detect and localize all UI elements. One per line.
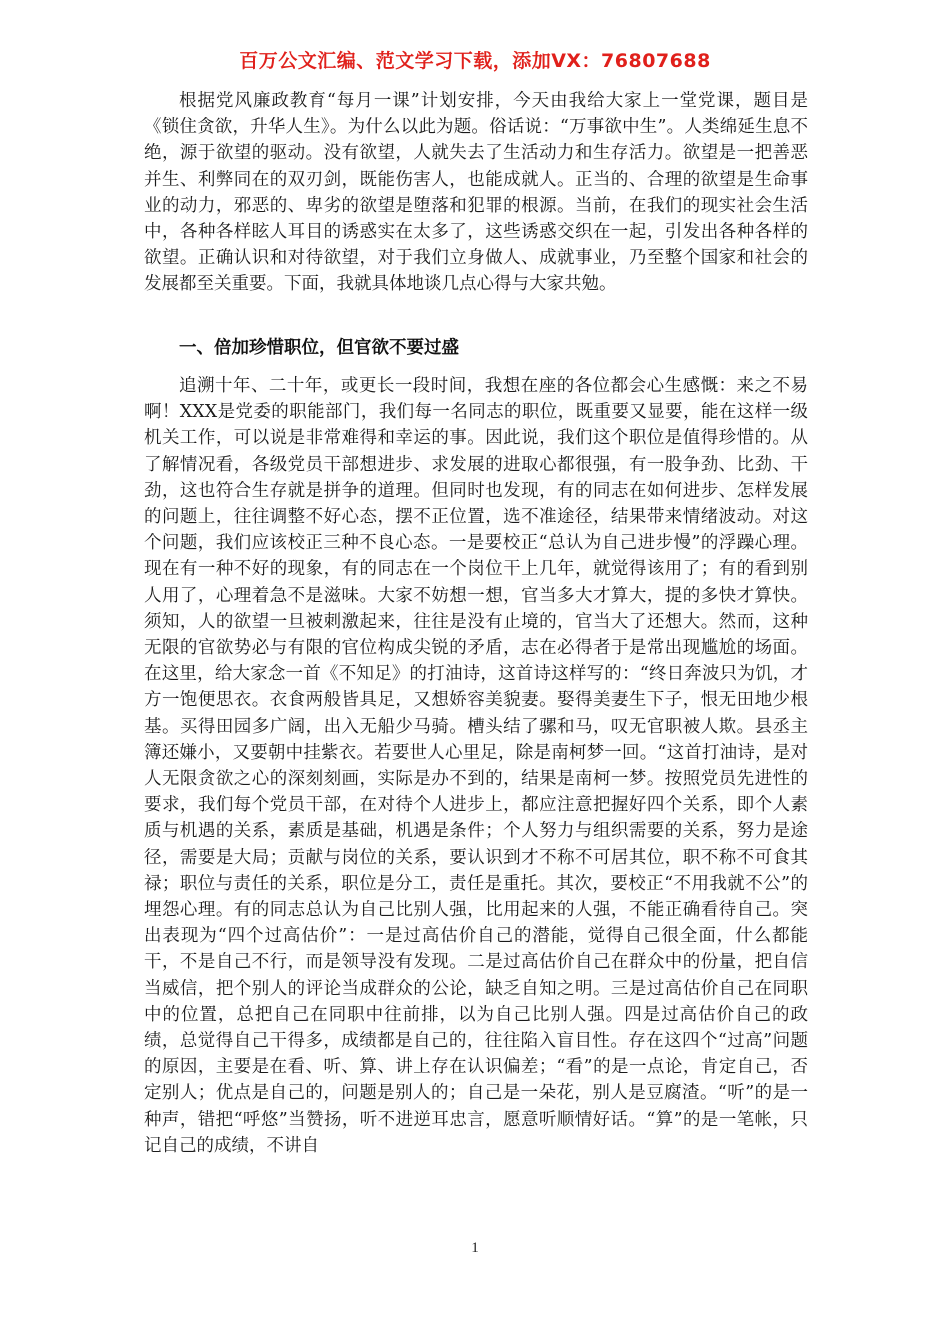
section-paragraph-block (144, 373, 808, 1159)
section-heading: 一、倍加珍惜职位，但官欲不要过盛 (179, 338, 459, 358)
intro-paragraph: 根据党风廉政教育“每月一课”计划安排，今天由我给大家上一堂党课，题目是《锁住贪欲，升华人生》。为什么以此为题。俗话说：“万事欲中生”。人类绵延生息不绝，源于欲望的驱动。没有欲望，人就失去了生活动力和生存活力。欲望是一把善恶并生、利弊同在的双刃剑，既能伤害人，也能成就人。正当的、合理的欲望是生命事业的动力，邪恶的、卑劣的欲望是堕落和犯罪的根源。当前，在我们的现实社会生活中，各种各样眩人耳目的诱惑实在太多了，这些诱惑交织在一起，引发出各种各样的欲望。正确认识和对待欲望，对于我们立身做人、成就事业，乃至整个国家和社会的发展都至关重要。下面，我就具体地谈几点心得与大家共勉。 (144, 91, 808, 295)
intro-paragraph-block (144, 88, 808, 298)
section-paragraph: 追溯十年、二十年，或更长一段时间，我想在座的各位都会心生感慨：来之不易啊！XXX是党委的职能部门，我们每一名同志的职位，既重要又显要，能在这样一级机关工作，可以说是非常难得和幸运的事。因此说，我们这个职位是值得珍惜的。从了解情况看，各级党员干部想进步、求发展的进取心都很强，有一股争劲、比劲、干劲，这也符合生存就是拼争的道理。但同时也发现，有的同志在如何进步、怎样发展的问题上，往往调整不好心态，摆不正位置，选不准途径，结果带来情绪波动。对这个问题，我们应该校正三种不良心态。一是要校正“总认为自己进步慢”的浮躁心理。现在有一种不好的现象，有的同志在一个岗位干上几年，就觉得该用了；有的看到别人用了，心理着急不是滋味。大家不妨想一想，官当多大才算大，提的多快才算快。须知，人的欲望一旦被刺激起来，往往是没有止境的，官当大了还想大。然而，这种无限的官欲势必与有限的官位构成尖锐的矛盾，志在必得者于是常出现尴尬的场面。在这里，给大家念一首《不知足》的打油诗，这首诗这样写的：“终日奔波只为饥，才方一饱便思衣。衣食两般皆具足，又想娇容美貌妻。娶得美妻生下子，恨无田地少根基。买得田园多广阔，出入无船少马骑。槽头结了骡和马，叹无官职被人欺。县丞主簿还嫌小，又要朝中挂紫衣。若要世人心里足，除是南柯梦一回。“这首打油诗，是对人无限贪欲之心的深刻刻画，实际是办不到的，结果是南柯一梦。按照党员先进性的要求，我们每个党员干部，在对待个人进步上，都应注意把握好四个关系，即个人素质与机遇的关系，素质是基础，机遇是条件；个人努力与组织需要的关系，努力是途径，需要是大局；贡献与岗位的关系，要认识到才不称不可居其位，职不称不可食其禄；职位与责任的关系，职位是分工，责任是重托。其次，要校正“不用我就不公”的埋怨心理。有的同志总认为自己比别人强，比用起来的人强，不能正确看待自己。突出表现为“四个过高估价”：一是过高估价自己的潜能，觉得自己很全面，什么都能干，不是自己不行，而是领导没有发现。二是过高估价自己在群众中的份量，把自信当威信，把个别人的评论当成群众的公论，缺乏自知之明。三是过高估价自己在同职中的位置，总把自己在同职中往前排，以为自己比别人强。四是过高估价自己的政绩，总觉得自己干得多，成绩都是自己的，往往陷入盲目性。存在这四个“过高”问题的原因，主要是在看、听、算、讲上存在认识偏差；“看”的是一点论，肯定自己，否定别人；优点是自己的，问题是别人的；自己是一朵花，别人是豆腐渣。“听”的是一种声，错把“呼悠”当赞扬，听不进逆耳忠言，愿意听顺情好话。“算”的是一笔帐，只记自己的成绩，不讲自 (144, 376, 808, 1156)
page-number: 1 (471, 1240, 479, 1256)
header-banner: 百万公文汇编、范文学习下载，添加VX：76807688 (239, 50, 711, 72)
